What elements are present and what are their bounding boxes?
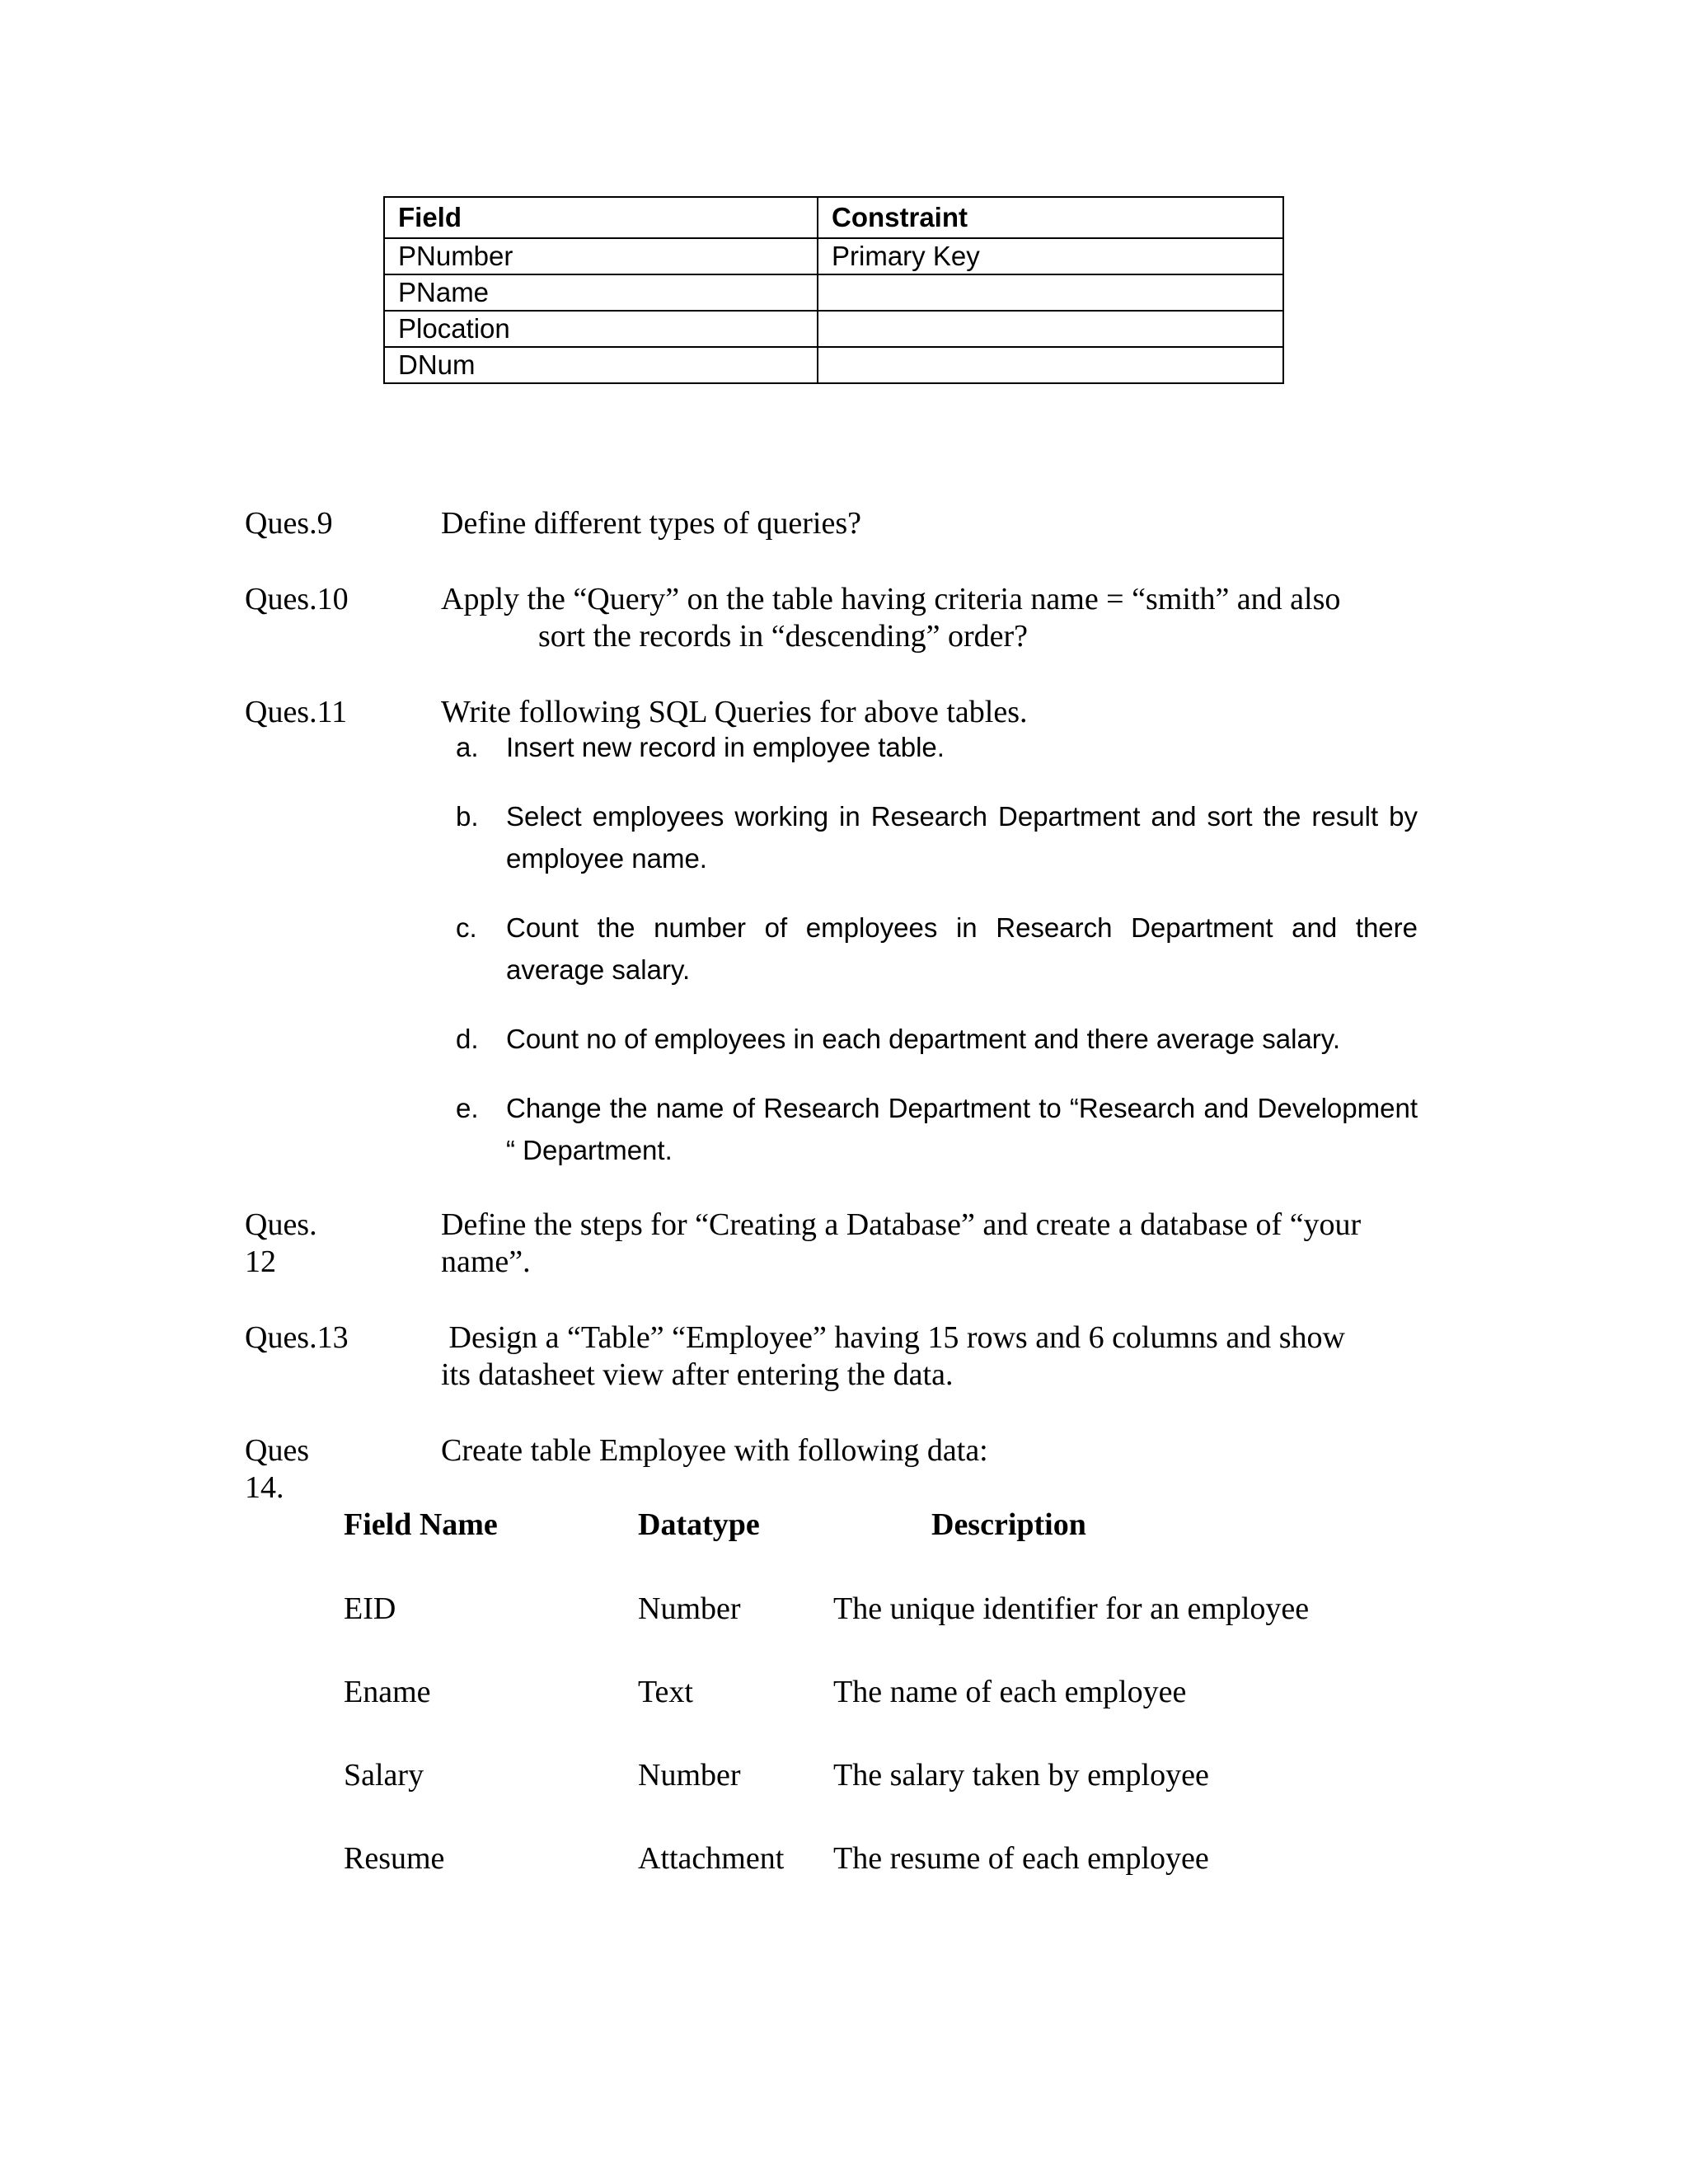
table-row — [384, 347, 1283, 383]
table-cell: Resume — [344, 1841, 445, 1876]
question-text-line: name”. — [441, 1244, 531, 1279]
table-cell: Ename — [344, 1675, 431, 1709]
question-text: Create table Employee with following data: — [441, 1433, 988, 1468]
table-header-row — [384, 197, 1283, 238]
item-letter: b. — [456, 801, 479, 832]
question-text-line: Design a “Table” “Employee” having 15 rows and 6 columns and show — [441, 1320, 1345, 1355]
table-row — [384, 311, 1283, 347]
column-header: Constraint — [818, 197, 1283, 238]
item-letter: c. — [456, 912, 477, 943]
constraint-table — [383, 196, 1284, 384]
question-text-line: sort the records in “descending” order? — [538, 619, 1029, 654]
table-cell: EID — [344, 1591, 396, 1626]
table-cell: Primary Key — [818, 238, 1283, 274]
table-cell: The resume of each employee — [833, 1841, 1209, 1876]
table-cell — [818, 311, 1283, 347]
table-cell: Text — [638, 1675, 693, 1709]
table-cell — [818, 274, 1283, 311]
item-text: Select employees working in Research Department and sort the result by employee name. — [506, 801, 1418, 874]
column-header: Description — [931, 1507, 1086, 1542]
question-text-line: its datasheet view after entering the data. — [441, 1357, 954, 1392]
item-text: Count no of employees in each department and there average salary. — [506, 1024, 1341, 1054]
item-letter: a. — [456, 732, 479, 762]
item-text: Change the name of Research Department to “Research and Development “ Department. — [506, 1093, 1418, 1165]
item-text: Count the number of employees in Research Department and there average salary. — [506, 912, 1418, 985]
question-number: Ques.13 — [245, 1320, 349, 1355]
question-text — [441, 581, 1430, 655]
table-cell: The salary taken by employee — [833, 1758, 1209, 1793]
table-cell: Salary — [344, 1758, 424, 1793]
column-header: Field Name — [344, 1507, 498, 1542]
question-number: Ques.10 — [245, 582, 349, 616]
table-cell: Attachment — [638, 1841, 785, 1876]
question-text — [441, 1207, 1430, 1281]
column-header: Field — [384, 197, 818, 238]
item-letter: e. — [456, 1093, 479, 1123]
question-number: Ques. 12 — [245, 1207, 317, 1279]
question-text-line: Apply the “Query” on the table having criteria name = “smith” and also — [441, 582, 1341, 616]
column-header: Datatype — [638, 1507, 760, 1542]
table-cell: Number — [638, 1591, 741, 1626]
table-cell: The name of each employee — [833, 1675, 1187, 1709]
table-cell: Plocation — [384, 311, 818, 347]
table-row — [384, 238, 1283, 274]
item-text: Insert new record in employee table. — [506, 732, 945, 762]
question-number: Ques 14. — [245, 1433, 310, 1505]
question-number: Ques.9 — [245, 506, 333, 541]
table-cell: The unique identifier for an employee — [833, 1591, 1310, 1626]
table-cell: DNum — [384, 347, 818, 383]
question-text-line: Define the steps for “Creating a Database” and create a database of “your — [441, 1207, 1362, 1242]
question-text — [441, 1319, 1430, 1394]
table-row — [384, 274, 1283, 311]
table-cell: PName — [384, 274, 818, 311]
table-cell: PNumber — [384, 238, 818, 274]
item-letter: d. — [456, 1024, 479, 1054]
question-text: Write following SQL Queries for above tables. — [441, 695, 1028, 729]
question-text: Define different types of queries? — [441, 506, 861, 541]
table-cell — [818, 347, 1283, 383]
table-cell: Number — [638, 1758, 741, 1793]
question-number: Ques.11 — [245, 695, 348, 729]
